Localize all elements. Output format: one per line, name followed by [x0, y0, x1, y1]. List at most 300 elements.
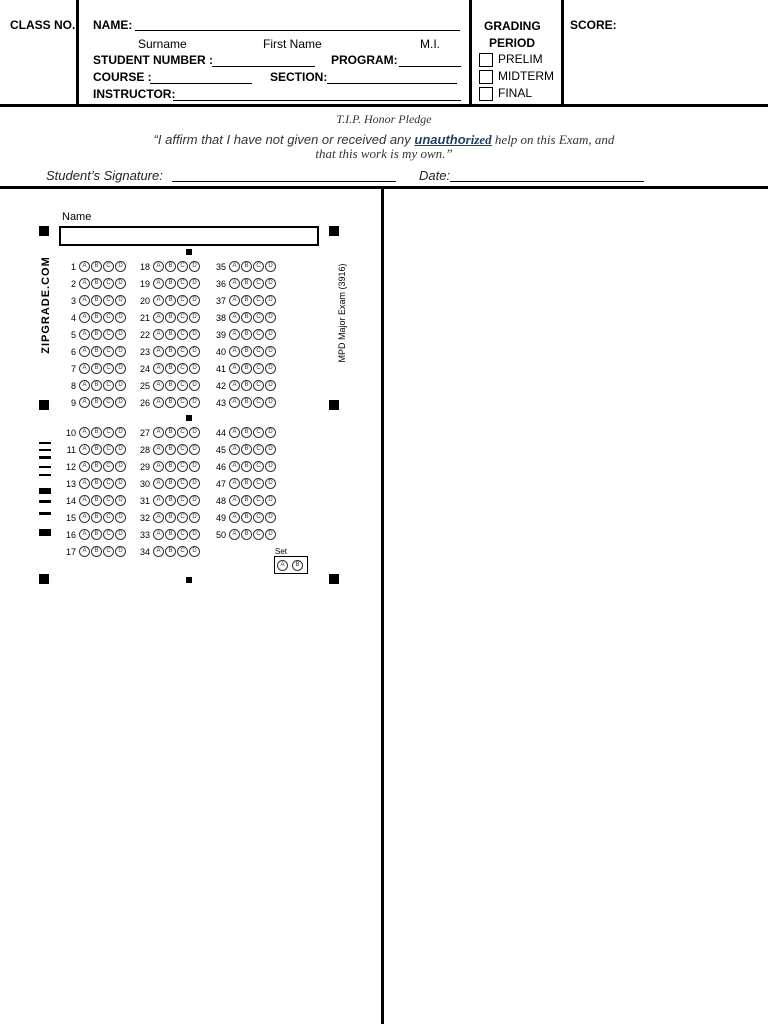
- answer-bubble-b[interactable]: B: [165, 461, 176, 472]
- question-group: [64, 495, 127, 506]
- answer-bubble-c[interactable]: C: [253, 346, 264, 357]
- answer-bubble-c[interactable]: C: [177, 380, 188, 391]
- question-number: 5: [70, 329, 76, 340]
- answer-bubble-b[interactable]: B: [241, 295, 252, 306]
- question-group: [212, 380, 277, 391]
- answer-bubble-d[interactable]: D: [115, 380, 126, 391]
- answer-bubble-b[interactable]: B: [91, 312, 102, 323]
- answer-bubble-d[interactable]: D: [189, 295, 200, 306]
- answer-bubble-d[interactable]: D: [189, 397, 200, 408]
- answer-bubble-d[interactable]: D: [115, 261, 126, 272]
- answer-bubble-d[interactable]: D: [115, 478, 126, 489]
- answer-bubble-c[interactable]: C: [103, 261, 114, 272]
- question-group: [136, 512, 201, 523]
- question-group: [212, 461, 277, 472]
- class-no-label: CLASS NO.: [10, 18, 76, 32]
- question-group: [64, 478, 127, 489]
- answer-bubble-a[interactable]: A: [79, 495, 90, 506]
- name-field[interactable]: [135, 30, 460, 31]
- answer-bubble-a[interactable]: A: [79, 461, 90, 472]
- answer-bubble-a[interactable]: A: [153, 512, 164, 523]
- answer-bubble-a[interactable]: A: [79, 329, 90, 340]
- answer-bubble-b[interactable]: B: [241, 529, 252, 540]
- set-box: [274, 556, 308, 574]
- answer-bubble-d[interactable]: D: [115, 295, 126, 306]
- answer-bubble-d[interactable]: D: [265, 529, 276, 540]
- answer-bubble-b[interactable]: B: [241, 444, 252, 455]
- answer-bubble-b[interactable]: B: [241, 312, 252, 323]
- question-group: [212, 529, 277, 540]
- answer-bubble-a[interactable]: A: [79, 444, 90, 455]
- answer-bubble-a[interactable]: A: [79, 512, 90, 523]
- timing-mark: [39, 442, 51, 444]
- answer-bubble-b[interactable]: B: [241, 495, 252, 506]
- answer-bubble-c[interactable]: C: [253, 427, 264, 438]
- answer-bubble-d[interactable]: D: [189, 529, 200, 540]
- answer-bubble-b[interactable]: B: [165, 512, 176, 523]
- answer-bubble-b[interactable]: B: [91, 397, 102, 408]
- question-number: 9: [70, 397, 76, 408]
- question-group: [64, 397, 127, 408]
- question-number: 49: [215, 512, 226, 523]
- answer-bubble-a[interactable]: A: [229, 512, 240, 523]
- answer-bubble-a[interactable]: A: [229, 397, 240, 408]
- answer-bubble-a[interactable]: A: [153, 478, 164, 489]
- answer-bubble-d[interactable]: D: [265, 397, 276, 408]
- question-number: 6: [70, 346, 76, 357]
- answer-bubble-b[interactable]: B: [91, 495, 102, 506]
- answer-bubble-d[interactable]: D: [189, 512, 200, 523]
- answer-bubble-c[interactable]: C: [253, 380, 264, 391]
- section-label: SECTION:: [270, 70, 328, 84]
- answer-bubble-a[interactable]: A: [79, 295, 90, 306]
- pledge-text-a: “I affirm that I have not given or received any: [153, 132, 415, 147]
- question-group: [212, 312, 277, 323]
- answer-bubble-c[interactable]: C: [177, 329, 188, 340]
- set-label: Set: [275, 547, 288, 556]
- answer-bubble-d[interactable]: D: [265, 478, 276, 489]
- answer-bubble-d[interactable]: D: [189, 478, 200, 489]
- timing-mark: [39, 466, 51, 468]
- answer-bubble-c[interactable]: C: [103, 346, 114, 357]
- answer-bubble-c[interactable]: C: [177, 529, 188, 540]
- answer-bubble-d[interactable]: D: [189, 261, 200, 272]
- answer-bubble-c[interactable]: C: [103, 397, 114, 408]
- course-field[interactable]: [150, 83, 252, 84]
- answer-bubble-b[interactable]: B: [91, 346, 102, 357]
- answer-bubble-a[interactable]: A: [79, 427, 90, 438]
- answer-bubble-a[interactable]: A: [229, 278, 240, 289]
- answer-bubble-c[interactable]: C: [103, 478, 114, 489]
- answer-bubble-c[interactable]: C: [103, 278, 114, 289]
- answer-bubble-a[interactable]: A: [153, 312, 164, 323]
- question-group: [212, 444, 277, 455]
- set-bubble-a[interactable]: A: [277, 560, 288, 571]
- answer-bubble-d[interactable]: D: [265, 295, 276, 306]
- answer-bubble-a[interactable]: A: [229, 261, 240, 272]
- date-label: Date:: [419, 168, 451, 183]
- final-label: FINAL: [498, 86, 533, 100]
- question-number: 12: [65, 461, 76, 472]
- question-group: [64, 312, 127, 323]
- answer-bubble-a[interactable]: A: [79, 261, 90, 272]
- question-group: [64, 346, 127, 357]
- answer-bubble-d[interactable]: D: [115, 329, 126, 340]
- answer-bubble-c[interactable]: C: [253, 329, 264, 340]
- answer-bubble-a[interactable]: A: [229, 329, 240, 340]
- question-group: [212, 495, 277, 506]
- answer-bubble-a[interactable]: A: [79, 380, 90, 391]
- alignment-mark: [186, 577, 192, 583]
- question-number: 2: [70, 278, 76, 289]
- answer-bubble-c[interactable]: C: [103, 546, 114, 557]
- pledge-emph-a: unautho: [414, 132, 466, 147]
- answer-bubble-d[interactable]: D: [265, 512, 276, 523]
- answer-bubble-c[interactable]: C: [103, 295, 114, 306]
- answer-bubble-a[interactable]: A: [79, 478, 90, 489]
- answer-bubble-c[interactable]: C: [177, 363, 188, 374]
- answer-bubble-a[interactable]: A: [79, 397, 90, 408]
- answer-bubble-b[interactable]: B: [91, 478, 102, 489]
- answer-bubble-d[interactable]: D: [115, 278, 126, 289]
- answer-bubble-b[interactable]: B: [165, 312, 176, 323]
- question-number: 37: [215, 295, 226, 306]
- answer-bubble-a[interactable]: A: [79, 529, 90, 540]
- question-group: [64, 546, 127, 557]
- answer-bubble-d[interactable]: D: [115, 363, 126, 374]
- question-group: [212, 329, 277, 340]
- answer-bubble-d[interactable]: D: [189, 312, 200, 323]
- program-field[interactable]: [399, 66, 461, 67]
- question-number: 1: [70, 261, 76, 272]
- answer-bubble-b[interactable]: B: [91, 512, 102, 523]
- answer-bubble-a[interactable]: A: [153, 427, 164, 438]
- question-group: [212, 427, 277, 438]
- answer-bubble-a[interactable]: A: [229, 495, 240, 506]
- question-number: 25: [139, 380, 150, 391]
- set-bubble-b[interactable]: B: [292, 560, 303, 571]
- surname-caption: Surname: [138, 37, 187, 51]
- question-number: 41: [215, 363, 226, 374]
- answer-bubble-c[interactable]: C: [103, 461, 114, 472]
- question-number: 33: [139, 529, 150, 540]
- signature-field[interactable]: [172, 181, 396, 182]
- question-group: [136, 295, 201, 306]
- pledge-text: [100, 133, 668, 161]
- section-field[interactable]: [327, 83, 457, 84]
- answer-bubble-b[interactable]: B: [165, 295, 176, 306]
- answer-bubble-d[interactable]: D: [265, 363, 276, 374]
- student-number-label: STUDENT NUMBER :: [93, 53, 213, 67]
- answer-bubble-d[interactable]: D: [115, 512, 126, 523]
- question-group: [64, 363, 127, 374]
- answer-bubble-c[interactable]: C: [177, 444, 188, 455]
- answer-bubble-c[interactable]: C: [253, 363, 264, 374]
- answer-bubble-a[interactable]: A: [229, 461, 240, 472]
- answer-bubble-b[interactable]: B: [165, 529, 176, 540]
- answer-bubble-c[interactable]: C: [253, 312, 264, 323]
- answer-bubble-d[interactable]: D: [115, 495, 126, 506]
- answer-bubble-a[interactable]: A: [153, 261, 164, 272]
- answer-bubble-b[interactable]: B: [241, 363, 252, 374]
- answer-bubble-a[interactable]: A: [153, 278, 164, 289]
- answer-bubble-b[interactable]: B: [91, 329, 102, 340]
- question-group: [64, 461, 127, 472]
- answer-bubble-b[interactable]: B: [241, 427, 252, 438]
- answer-bubble-c[interactable]: C: [253, 495, 264, 506]
- answer-bubble-d[interactable]: D: [115, 546, 126, 557]
- page-center-divider: [381, 188, 384, 1024]
- answer-bubble-b[interactable]: B: [165, 278, 176, 289]
- answer-bubble-a[interactable]: A: [229, 478, 240, 489]
- answer-bubble-b[interactable]: B: [165, 478, 176, 489]
- answer-bubble-a[interactable]: A: [153, 380, 164, 391]
- answer-bubble-c[interactable]: C: [253, 295, 264, 306]
- answer-bubble-d[interactable]: D: [265, 461, 276, 472]
- timing-mark: [39, 456, 51, 459]
- answer-bubble-a[interactable]: A: [153, 346, 164, 357]
- answer-bubble-d[interactable]: D: [189, 346, 200, 357]
- question-number: 27: [139, 427, 150, 438]
- answer-bubble-d[interactable]: D: [265, 427, 276, 438]
- question-group: [136, 444, 201, 455]
- answer-bubble-b[interactable]: B: [241, 397, 252, 408]
- answer-bubble-d[interactable]: D: [115, 312, 126, 323]
- question-number: 15: [65, 512, 76, 523]
- answer-bubble-c[interactable]: C: [103, 512, 114, 523]
- answer-bubble-c[interactable]: C: [177, 397, 188, 408]
- question-number: 34: [139, 546, 150, 557]
- answer-bubble-a[interactable]: A: [79, 363, 90, 374]
- answer-bubble-b[interactable]: B: [165, 495, 176, 506]
- question-number: 23: [139, 346, 150, 357]
- answer-bubble-d[interactable]: D: [265, 380, 276, 391]
- course-label: COURSE :: [93, 70, 152, 84]
- answer-bubble-a[interactable]: A: [153, 546, 164, 557]
- alignment-mark: [39, 226, 49, 236]
- answer-bubble-a[interactable]: A: [229, 346, 240, 357]
- answer-bubble-d[interactable]: D: [265, 346, 276, 357]
- midterm-label: MIDTERM: [498, 69, 554, 83]
- answer-bubble-c[interactable]: C: [177, 427, 188, 438]
- answer-bubble-c[interactable]: C: [177, 312, 188, 323]
- question-group: [136, 346, 201, 357]
- question-group: [64, 261, 127, 272]
- answer-bubble-a[interactable]: A: [153, 295, 164, 306]
- answer-bubble-d[interactable]: D: [189, 444, 200, 455]
- answer-bubble-d[interactable]: D: [265, 495, 276, 506]
- answer-bubble-c[interactable]: C: [253, 512, 264, 523]
- answer-bubble-c[interactable]: C: [177, 512, 188, 523]
- question-number: 7: [70, 363, 76, 374]
- answer-bubble-b[interactable]: B: [91, 261, 102, 272]
- student-number-field[interactable]: [212, 66, 315, 67]
- question-group: [64, 380, 127, 391]
- answer-bubble-a[interactable]: A: [229, 312, 240, 323]
- timing-mark: [39, 529, 51, 536]
- answer-bubble-b[interactable]: B: [165, 261, 176, 272]
- answer-bubble-d[interactable]: D: [265, 278, 276, 289]
- answer-bubble-b[interactable]: B: [241, 478, 252, 489]
- answer-bubble-c[interactable]: C: [177, 478, 188, 489]
- answer-bubble-d[interactable]: D: [189, 495, 200, 506]
- answer-bubble-c[interactable]: C: [253, 278, 264, 289]
- instructor-field[interactable]: [173, 100, 461, 101]
- answer-bubble-a[interactable]: A: [229, 529, 240, 540]
- question-group: [64, 278, 127, 289]
- question-group: [64, 444, 127, 455]
- answer-bubble-b[interactable]: B: [165, 380, 176, 391]
- answer-bubble-b[interactable]: B: [91, 295, 102, 306]
- answer-bubble-d[interactable]: D: [265, 312, 276, 323]
- final-checkbox[interactable]: [479, 87, 493, 101]
- pledge-title: T.I.P. Honor Pledge: [336, 112, 432, 126]
- answer-bubble-b[interactable]: B: [241, 380, 252, 391]
- answer-bubble-b[interactable]: B: [165, 397, 176, 408]
- answer-bubble-b[interactable]: B: [165, 444, 176, 455]
- answer-bubble-c[interactable]: C: [177, 495, 188, 506]
- answer-bubble-c[interactable]: C: [253, 461, 264, 472]
- answer-bubble-b[interactable]: B: [91, 427, 102, 438]
- answer-bubble-c[interactable]: C: [177, 261, 188, 272]
- answer-bubble-c[interactable]: C: [103, 495, 114, 506]
- alignment-mark: [39, 574, 49, 584]
- program-label: PROGRAM:: [331, 53, 398, 67]
- answer-bubble-c[interactable]: C: [177, 546, 188, 557]
- question-group: [64, 427, 127, 438]
- answer-bubble-d[interactable]: D: [265, 329, 276, 340]
- zipgrade-brand: ZIPGRADE.COM: [40, 256, 52, 354]
- answer-bubble-d[interactable]: D: [189, 363, 200, 374]
- answer-bubble-c[interactable]: C: [177, 278, 188, 289]
- answer-bubble-a[interactable]: A: [229, 427, 240, 438]
- answer-bubble-b[interactable]: B: [165, 427, 176, 438]
- answer-bubble-c[interactable]: C: [103, 444, 114, 455]
- answer-bubble-a[interactable]: A: [153, 363, 164, 374]
- answer-bubble-c[interactable]: C: [103, 329, 114, 340]
- question-number: 4: [70, 312, 76, 323]
- mi-caption: M.I.: [420, 37, 440, 51]
- answer-bubble-c[interactable]: C: [253, 444, 264, 455]
- answer-bubble-b[interactable]: B: [91, 444, 102, 455]
- answer-bubble-c[interactable]: C: [177, 346, 188, 357]
- answer-bubble-b[interactable]: B: [241, 278, 252, 289]
- answer-bubble-d[interactable]: D: [115, 397, 126, 408]
- answer-bubble-b[interactable]: B: [91, 278, 102, 289]
- pledge-emph-b: rized: [465, 132, 492, 147]
- question-number: 11: [66, 444, 76, 455]
- question-number: 19: [139, 278, 150, 289]
- alignment-mark: [186, 415, 192, 421]
- answer-bubble-a[interactable]: A: [79, 278, 90, 289]
- answer-bubble-d[interactable]: D: [265, 444, 276, 455]
- answer-bubble-b[interactable]: B: [165, 363, 176, 374]
- answer-bubble-a[interactable]: A: [153, 397, 164, 408]
- answer-bubble-a[interactable]: A: [229, 295, 240, 306]
- answer-bubble-b[interactable]: B: [241, 512, 252, 523]
- alignment-mark: [329, 574, 339, 584]
- answer-bubble-d[interactable]: D: [115, 529, 126, 540]
- question-group: [136, 546, 201, 557]
- answer-bubble-a[interactable]: A: [229, 380, 240, 391]
- question-number: 18: [139, 261, 150, 272]
- answer-bubble-c[interactable]: C: [103, 312, 114, 323]
- answer-bubble-b[interactable]: B: [165, 329, 176, 340]
- answer-bubble-c[interactable]: C: [103, 427, 114, 438]
- question-number: 31: [139, 495, 150, 506]
- question-number: 40: [215, 346, 226, 357]
- midterm-checkbox[interactable]: [479, 70, 493, 84]
- answer-bubble-a[interactable]: A: [153, 329, 164, 340]
- answer-bubble-d[interactable]: D: [189, 380, 200, 391]
- answer-bubble-d[interactable]: D: [115, 346, 126, 357]
- answer-bubble-a[interactable]: A: [79, 546, 90, 557]
- answer-bubble-a[interactable]: A: [153, 444, 164, 455]
- answer-bubble-b[interactable]: B: [91, 363, 102, 374]
- answer-bubble-b[interactable]: B: [165, 546, 176, 557]
- answer-bubble-a[interactable]: A: [79, 346, 90, 357]
- question-number: 36: [215, 278, 226, 289]
- question-group: [136, 495, 201, 506]
- answer-bubble-c[interactable]: C: [253, 261, 264, 272]
- question-group: [212, 346, 277, 357]
- answer-bubble-c[interactable]: C: [103, 529, 114, 540]
- answer-bubble-c[interactable]: C: [253, 397, 264, 408]
- prelim-checkbox[interactable]: [479, 53, 493, 67]
- answer-bubble-b[interactable]: B: [91, 461, 102, 472]
- answer-bubble-d[interactable]: D: [189, 546, 200, 557]
- answer-bubble-a[interactable]: A: [229, 444, 240, 455]
- answer-bubble-d[interactable]: D: [189, 461, 200, 472]
- question-number: 28: [139, 444, 150, 455]
- timing-mark: [39, 488, 51, 494]
- answer-bubble-b[interactable]: B: [241, 261, 252, 272]
- answer-bubble-b[interactable]: B: [241, 461, 252, 472]
- answer-bubble-b[interactable]: B: [241, 346, 252, 357]
- answer-bubble-d[interactable]: D: [189, 427, 200, 438]
- signature-label: Student’s Signature:: [46, 168, 163, 183]
- answer-bubble-a[interactable]: A: [153, 529, 164, 540]
- answer-bubble-b[interactable]: B: [91, 380, 102, 391]
- answer-bubble-c[interactable]: C: [177, 461, 188, 472]
- answer-bubble-c[interactable]: C: [177, 295, 188, 306]
- answer-bubble-a[interactable]: A: [229, 363, 240, 374]
- answer-bubble-c[interactable]: C: [253, 478, 264, 489]
- answer-bubble-d[interactable]: D: [115, 444, 126, 455]
- question-number: 14: [65, 495, 76, 506]
- answer-bubble-d[interactable]: D: [115, 427, 126, 438]
- answer-bubble-d[interactable]: D: [265, 261, 276, 272]
- question-group: [136, 380, 201, 391]
- answer-bubble-b[interactable]: B: [91, 529, 102, 540]
- answer-bubble-b[interactable]: B: [165, 346, 176, 357]
- answer-bubble-b[interactable]: B: [91, 546, 102, 557]
- answer-bubble-a[interactable]: A: [79, 312, 90, 323]
- answer-name-box[interactable]: [59, 226, 319, 246]
- answer-bubble-a[interactable]: A: [153, 495, 164, 506]
- date-field[interactable]: [450, 181, 644, 182]
- answer-bubble-c[interactable]: C: [103, 380, 114, 391]
- answer-bubble-c[interactable]: C: [253, 529, 264, 540]
- answer-bubble-d[interactable]: D: [189, 329, 200, 340]
- answer-bubble-c[interactable]: C: [103, 363, 114, 374]
- question-group: [212, 278, 277, 289]
- timing-mark: [39, 449, 51, 451]
- answer-bubble-b[interactable]: B: [241, 329, 252, 340]
- answer-bubble-d[interactable]: D: [115, 461, 126, 472]
- answer-bubble-a[interactable]: A: [153, 461, 164, 472]
- answer-bubble-d[interactable]: D: [189, 278, 200, 289]
